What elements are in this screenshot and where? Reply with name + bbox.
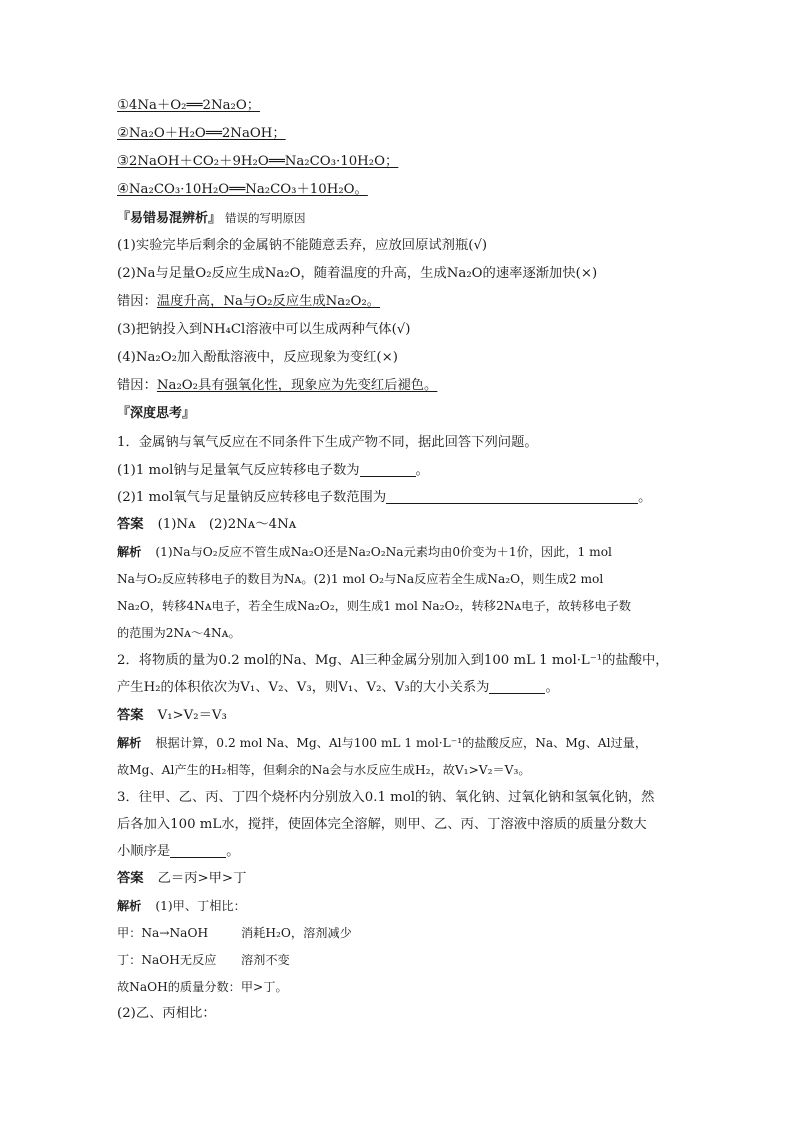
- q1-answer-blank-2: [386, 489, 638, 504]
- q3-answer-blank: [170, 843, 226, 858]
- q2-analysis-line-2: 故Mg、Al产生的H₂相等，但剩余的Na会与水反应生成H₂，故V₁>V₂＝V₃。: [117, 763, 531, 777]
- q3-analysis-conclusion: 故NaOH的质量分数：甲>丁。: [117, 980, 288, 994]
- q2-analysis-line-1: 解析 根据计算，0.2 mol Na、Mg、Al与100 mL 1 mol·L⁻¹的盐酸反应，Na、Mg、Al过量，: [117, 736, 648, 750]
- q1-answer: 答案 (1)Nᴀ (2)2Nᴀ～4Nᴀ: [117, 517, 297, 532]
- q2-answer-blank: [489, 679, 545, 694]
- q3-stem-line-2: 后各加入100 mL水，搅拌，使固体完全溶解，则甲、乙、丙、丁溶液中溶质的质量分数大: [117, 817, 647, 832]
- q2-stem-line-2: 产生H₂的体积依次为V₁、V₂、V₃，则V₁、V₂、V₃的大小关系为 。: [117, 680, 559, 695]
- q3-stem-line-1: 3．往甲、乙、丙、丁四个烧杯内分别放入0.1 mol的钠、氧化钠、过氧化钠和氢氧化钠，然: [117, 790, 655, 805]
- error-reason-4: 错因：Na₂O₂具有强氧化性，现象应为先变红后褪色。: [117, 378, 438, 393]
- error-item-3: (3)把钠投入到NH₄Cl溶液中可以生成两种气体(√): [117, 322, 411, 337]
- q1-stem: 1．金属钠与氧气反应在不同条件下生成产物不同，据此回答下列问题。: [117, 435, 538, 450]
- q1-analysis-line-1: 解析 (1)Na与O₂反应不管生成Na₂O还是Na₂O₂Na元素均由0价变为＋1价，因此，1 mol: [117, 545, 612, 559]
- q2-stem-line-1: 2．将物质的量为0.2 mol的Na、Mg、Al三种金属分别加入到100 mL 1 mol·L⁻¹的盐酸中，: [117, 653, 669, 668]
- q1-analysis-line-3: Na₂O，转移4Nᴀ电子，若全生成Na₂O₂，则生成1 mol Na₂O₂，转移2Nᴀ电子，故转移电子数: [117, 599, 631, 613]
- error-reason-2: 错因：温度升高，Na与O₂反应生成Na₂O₂。: [117, 294, 381, 309]
- q1-analysis-line-2: Na与O₂反应转移电子的数目为Nᴀ。(2)1 mol O₂与Na反应若全生成Na₂O，则生成2 mol: [117, 572, 604, 586]
- error-section-heading: 『易错易混辨析』 错误的写明原因: [117, 211, 306, 226]
- q1-analysis-line-4: 的范围为2Nᴀ～4Nᴀ。: [117, 626, 241, 640]
- q3-analysis-jia: 甲：Na→NaOH 消耗H₂O，溶剂减少: [117, 926, 352, 940]
- q1-sub2: (2)1 mol氧气与足量钠反应转移电子数范围为 。: [117, 490, 652, 505]
- q3-analysis-ding: 丁：NaOH无反应 溶剂不变: [117, 953, 290, 967]
- error-item-1: (1)实验完毕后剩余的金属钠不能随意丢弃，应放回原试剂瓶(√): [117, 238, 488, 253]
- deep-section-heading: 『深度思考』: [117, 406, 196, 421]
- error-item-2: (2)Na与足量O₂反应生成Na₂O，随着温度的升高，生成Na₂O的速率逐渐加快(×): [117, 266, 598, 281]
- q3-answer: 答案 乙＝丙>甲>丁: [117, 871, 247, 886]
- q2-answer: 答案 V₁>V₂＝V₃: [117, 708, 227, 723]
- q1-answer-blank-1: [360, 462, 416, 477]
- equation-1: ①4Na＋O₂══2Na₂O；: [117, 98, 261, 113]
- q3-analysis-line-2: (2)乙、丙相比：: [117, 1006, 216, 1021]
- error-item-4: (4)Na₂O₂加入酚酞溶液中，反应现象为变红(×): [117, 350, 398, 365]
- equation-3: ③2NaOH＋CO₂＋9H₂O══Na₂CO₃·10H₂O；: [117, 154, 399, 169]
- q3-stem-line-3: 小顺序是 。: [117, 844, 240, 859]
- equation-4: ④Na₂CO₃·10H₂O══Na₂CO₃＋10H₂O。: [117, 182, 368, 197]
- equation-2: ②Na₂O＋H₂O══2NaOH；: [117, 126, 286, 141]
- q3-analysis-line-1: 解析 (1)甲、丁相比：: [117, 899, 246, 913]
- q1-sub1: (1)1 mol钠与足量氧气反应转移电子数为 。: [117, 463, 429, 478]
